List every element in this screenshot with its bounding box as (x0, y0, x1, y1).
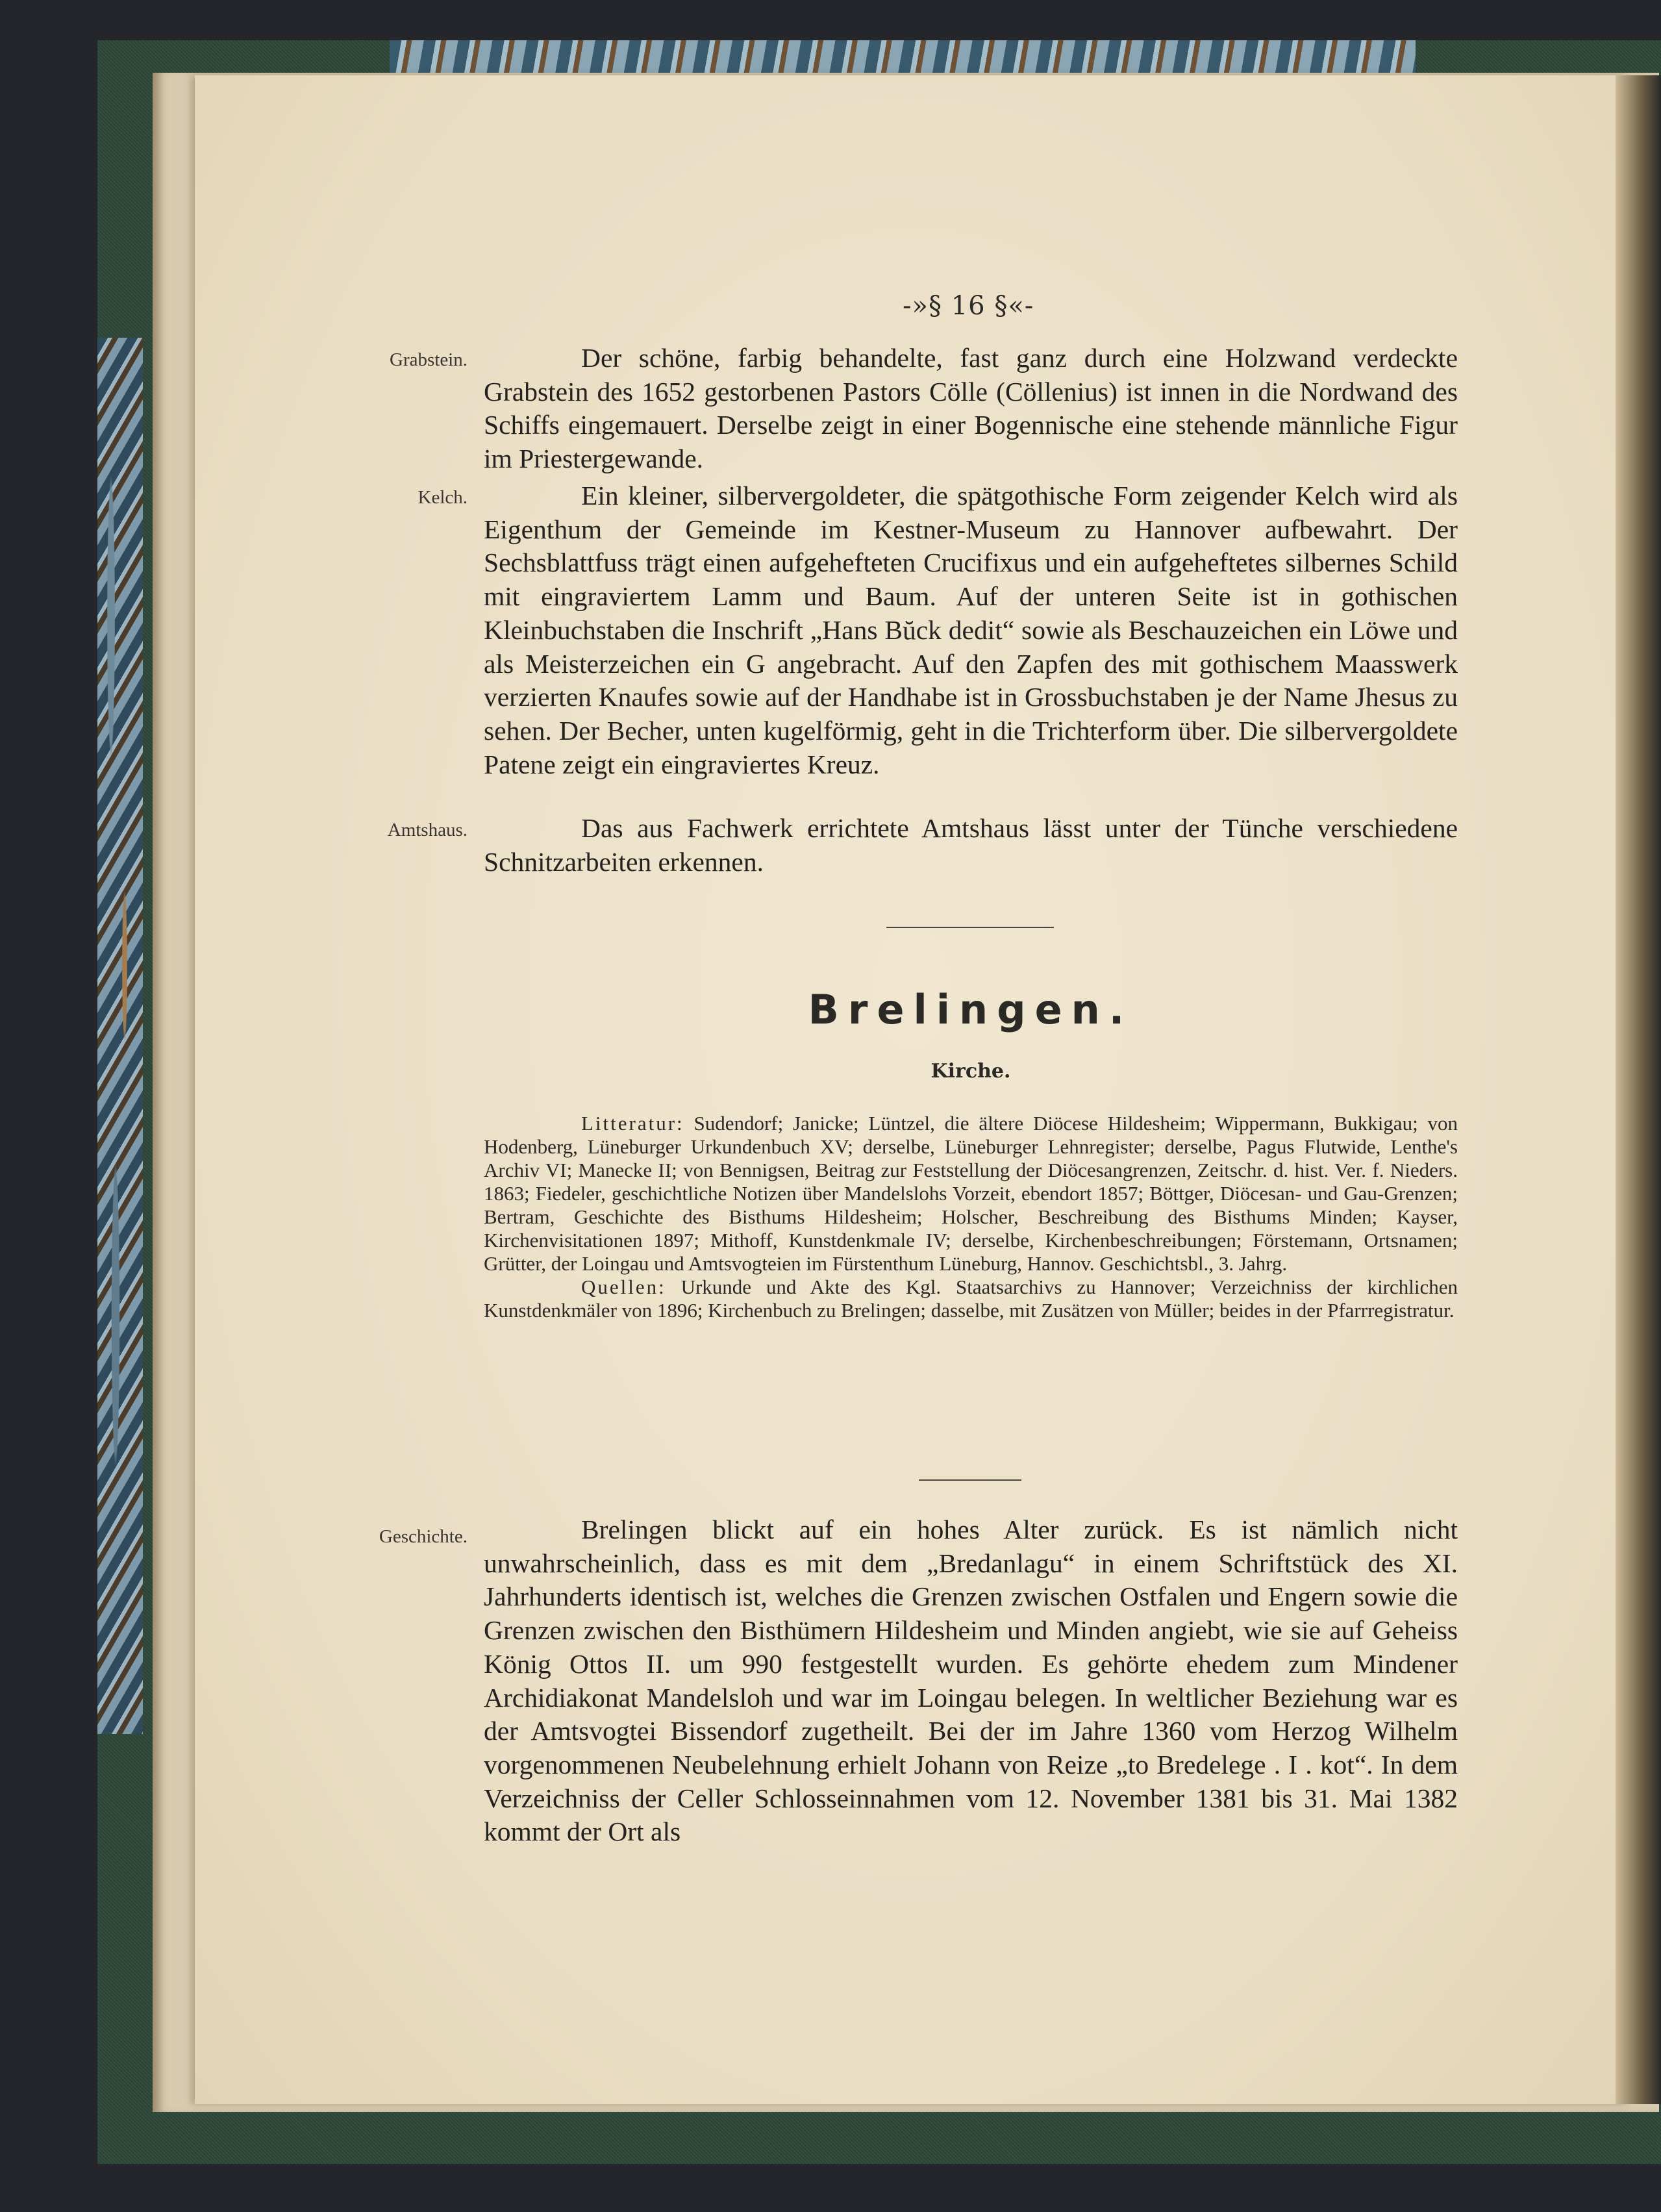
paragraph-geschichte-text: Brelingen blickt auf ein hohes Alter zurück. Es ist nämlich nicht unwahrscheinlich, dass es mit dem „Bredanlagu“ in einem Schriftstück des XI. Jahrhunderts identisch ist, welches die Grenzen zwischen Ostfalen und Engern sowie die Grenzen zwischen den Bisthümern Hildesheim und Minden angiebt, wie sie auf Geheiss König Ottos II. um 990 festgestellt wurden. Es gehörte ehedem zum Mindener Archidiakonat Mandelsloh und war im Loingau belegen. In weltlicher Beziehung war es der Amtsvogtei Bissendorf zugetheilt. Bei der im Jahre 1360 vom Herzog Wilhelm vorgenommenen Neubelehnung erhielt Johann von Reize „to Bredelege . I . kot“. In dem Verzeichniss der Celler Schlosseinnahmen vom 12. November 1381 bis 31. Mai 1382 kommt der Ort als (484, 1514, 1458, 1847)
quellen-text: Urkunde und Akte des Kgl. Staatsarchivs zu Hannover; Verzeichniss der kirchlichen Kunstdenkmäler von 1896; Kirchenbuch zu Brelingen; dasselbe, mit Zusätzen von Müller; beides in der Pfarrregistratur. (484, 1276, 1458, 1322)
litteratur-label: Litteratur: (581, 1112, 684, 1135)
margin-note-grabstein: Grabstein. (390, 349, 468, 370)
paragraph-amtshaus-text: Das aus Fachwerk errichtete Amtshaus lässt unter der Tünche verschiedene Schnitzarbeiten erkennen. (484, 813, 1458, 877)
litteratur-paragraph (484, 1112, 1458, 1276)
paragraph-geschichte (484, 1513, 1458, 1849)
quellen-paragraph (484, 1276, 1458, 1322)
book-gutter (1616, 75, 1661, 2104)
section-divider (886, 927, 1054, 928)
margin-note-kelch: Kelch. (418, 487, 468, 508)
place-heading: Brelingen. (808, 986, 1134, 1033)
litteratur-text: Sudendorf; Janicke; Lüntzel, die ältere Diöcese Hildesheim; Wippermann, Bukkigau; von Hodenberg, Lüneburger Urkundenbuch XV; derselbe, Lüneburger Lehnregister; derselbe, Pagus Flutwide, Lenthe's Archiv VI; Manecke II; von Bennigsen, Beitrag zur Feststellung der Diöcesangrenzen, Zeitschr. d. hist. Ver. f. Nieders. 1863; Fiedeler, geschichtliche Notizen über Mandelslohs Vorzeit, ebendort 1857; Böttger, Diöcesan- und Gau-Grenzen; Bertram, Geschichte des Bisthums Hildesheim; Holscher, Beschreibung des Bisthums Minden; Kayser, Kirchenvisitationen 1897; Mithoff, Kunstdenkmale IV; derselbe, Kirchenbeschreibungen; Förstemann, Ortsnamen; Grütter, der Loingau und Amtsvogteien im Fürstenthum Lüneburg, Hannov. Geschichtsbl., 3. Jahrg. (484, 1112, 1458, 1275)
paragraph-kelch (484, 479, 1458, 781)
paragraph-grabstein (484, 342, 1458, 476)
margin-note-amtshaus: Amtshaus. (387, 820, 468, 840)
paragraph-amtshaus (484, 812, 1458, 879)
margin-note-geschichte: Geschichte. (379, 1526, 468, 1547)
marbled-endpaper-top (390, 40, 1416, 73)
short-divider (919, 1479, 1021, 1481)
marbled-endpaper-left (97, 338, 143, 1734)
paragraph-kelch-text: Ein kleiner, silbervergoldeter, die spätgothische Form zeigender Kelch wird als Eigenthum der Gemeinde im Kestner-Museum zu Hannover aufbewahrt. Der Sechsblattfuss trägt einen aufgehefteten Crucifixus und ein aufgeheftetes silbernes Schild mit eingraviertem Lamm und Baum. Auf der unteren Seite ist in gothischen Kleinbuchstaben die Inschrift „Hans Bŭck dedit“ sowie als Beschauzeichen ein Löwe und als Meisterzeichen ein G angebracht. Auf den Zapfen des mit gothischem Maasswerk verzierten Knaufes sowie auf der Handhabe ist in Grossbuchstaben je der Name Jhesus zu sehen. Der Becher, unten kugelförmig, geht in die Trichterform über. Die silbervergoldete Patene zeigt ein eingraviertes Kreuz. (484, 481, 1458, 779)
quellen-label: Quellen: (581, 1276, 666, 1298)
place-subheading: Kirche. (930, 1060, 1011, 1083)
paragraph-grabstein-text: Der schöne, farbig behandelte, fast ganz durch eine Holzwand verdeckte Grabstein des 1652 gestorbenen Pastors Cölle (Cöllenius) ist innen in die Nordwand des Schiffs eingemauert. Derselbe zeigt in einer Bogennische eine stehende männliche Figur im Priestergewande. (484, 343, 1458, 474)
page-number: -»§ 16 §«- (903, 291, 1034, 321)
literature-block (484, 1112, 1458, 1322)
